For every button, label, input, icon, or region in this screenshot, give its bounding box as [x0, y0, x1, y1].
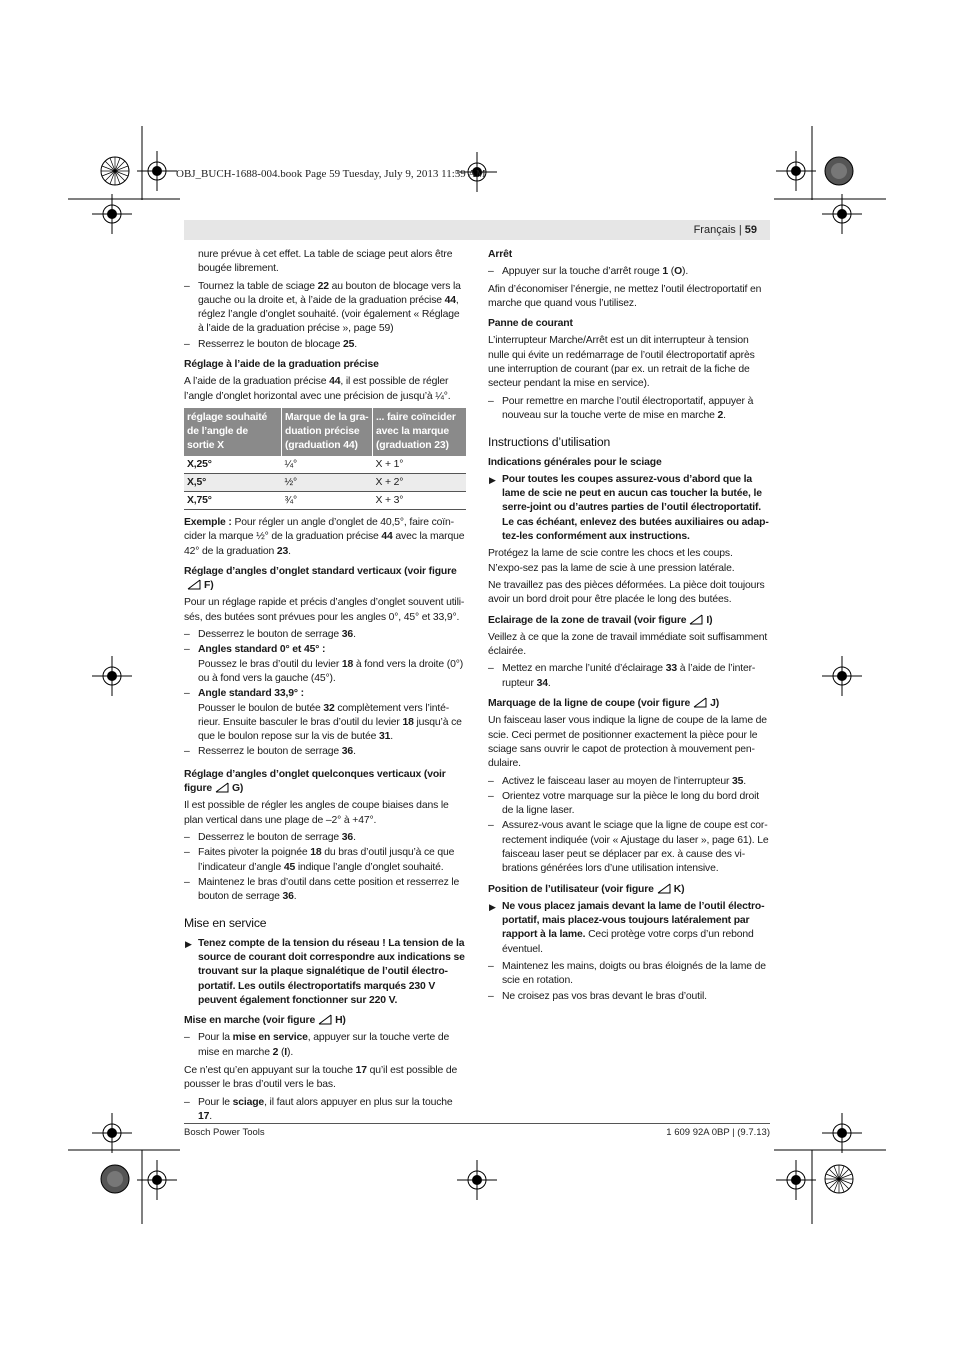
list-item: – Tournez la table de sciage 22 au bouton de blocage vers la gauche ou la droite et, à l’aide de la graduation précise 44, réglez l’angle d’onglet souhaité. (voir également « Réglage à l’aide de la graduation précise », page 59) [184, 280, 461, 335]
subheading: Arrêt [488, 249, 513, 260]
paragraph: L’interrupteur Marche/Arrêt est un dit interrupteur à tension nulle qui évite un redémarrage de l’outil électroportatif après une interruption de courant (par ex. un retrait de la fiche de secteur pendant la mise en service). [488, 335, 755, 390]
paragraph: Afin d’économiser l’énergie, ne mettez l’outil électroportatif en marche que quand vous l’utilisez. [488, 283, 762, 309]
paragraph: nure prévue à cet effet. La table de sciage peut alors être bougée librement. [198, 249, 453, 275]
list-item: – Pour remettre en marche l’outil électroportatif, appuyer à nouveau sur la touche verte de mise en marche 2. [488, 395, 754, 421]
subheading: Position de l’utilisateur (voir figure K) [488, 883, 685, 895]
subheading: Panne de courant [488, 318, 573, 330]
paragraph: Ne travaillez pas des pièces déformées. La pièce doit toujours avoir un bord droit pour être placée le long des butées. [488, 579, 765, 606]
subheading: Indications générales pour le sciage [488, 456, 662, 468]
list-item: – Desserrez le bouton de serrage 36. [184, 831, 356, 843]
subheading: Réglage d’angles d’onglet standard verticaux (voir figureF) [184, 565, 457, 592]
list-item: – Angles standard 0° et 45° : Poussez le bras d’outil du levier 18 à fond vers la droite (0°) ou à fond vers la gauche (45°). [184, 644, 464, 684]
print-slug: OBJ_BUCH-1688-004.book Page 59 Tuesday, July 9, 2013 11:59 AM [176, 168, 486, 180]
footer-brand: Bosch Power Tools [184, 1127, 265, 1138]
grey-target-icon [825, 157, 853, 185]
list-item: – Mettez en marche l’unité d’éclairage 33 à l’aide de l’inter-rupteur 34. [488, 663, 756, 689]
table-header: ... faire coïncider avec la marque (graduation 23) [373, 408, 467, 456]
warning-item: ▶ Pour toutes les coupes assurez-vous d’abord que la lame de scie ne peut en aucun cas toucher la butée, le serre-joint ou d’autres parties de l’outil électroportatif. Le cas échéant, enlevez des butées auxiliaires ou adap-tez-les conformément aux instructions. [489, 473, 769, 543]
color-wheel-icon [101, 157, 129, 185]
paragraph: Ce n’est qu’en appuyant sur la touche 17 qu’il est possible de pousser le bras d’outil vers le bas. [184, 1065, 458, 1091]
right-column [488, 248, 770, 1005]
warning-item: ▶ Ne vous placez jamais devant la lame de l’outil électro-portatif, mais placez-vous toujours latéralement par rapport à la lame. Ceci protège votre corps d’un rebond éventuel. [489, 900, 765, 955]
page-number: 59 [744, 224, 757, 236]
subheading: Eclairage de la zone de travail (voir figure I) [488, 614, 713, 626]
paragraph: Pour un réglage rapide et précis d’angles d’onglet souvent utili-sés, des butées sont prévues pour les angles 0°, 45° et 33,9°. [184, 597, 465, 623]
header-separator: | [738, 224, 742, 236]
grey-target-icon [101, 1165, 129, 1193]
list-item: – Resserrez le bouton de blocage 25. [184, 338, 357, 350]
list-item: – Appuyer sur la touche d’arrêt rouge 1 (O). [488, 266, 689, 278]
figure-reference-icon [187, 579, 201, 590]
list-item: – Assurez-vous avant le sciage que la ligne de coupe est cor-rectement indiquée (voir « Ajustage du laser », page 61). Le faisceau laser peut se déplacer par ex. à cause des vi-brations générées lors d’une utilisation intensive. [488, 820, 769, 875]
list-item: – Maintenez le bras d’outil dans cette position et resserrez le bouton de serrage 36. [184, 876, 460, 903]
footer-rule [184, 1123, 770, 1124]
paragraph: Il est possible de régler les angles de coupe biaises dans le plan vertical dans une plage de –2° à +47°. [184, 800, 449, 826]
graduation-table [184, 408, 466, 510]
list-item: – Resserrez le bouton de serrage 36. [184, 746, 356, 758]
list-item: – Ne croisez pas vos bras devant le bras d’outil. [488, 990, 707, 1002]
table-row: X,5° ½° X + 2° [184, 473, 466, 491]
subheading: Marquage de la ligne de coupe (voir figure J) [488, 698, 720, 710]
paragraph: A l’aide de la graduation précise 44, il est possible de régler l’angle d’onglet horizontal avec une précision de jusqu’à ¼°. [184, 376, 451, 402]
warning-item: ▶ Tenez compte de la tension du réseau ! La tension de la source de courant doit correspondre aux indications se trouvant sur la plaque signalétique de l’outil électro-portatif. Les outils électroportatifs marqués 230 V peuvent également fonctionner sur 220 V. [185, 937, 465, 1006]
list-item: – Pour le sciage, il faut alors appuyer en plus sur la touche 17. [184, 1096, 453, 1122]
list-item: – Angle standard 33,9° : Pousser le boulon de butée 32 complètement vers l’inté-rieur. Ensuite basculer le bras d’outil du levier 18 jusqu’à ce que le boulon repose sur la vis de butée 31. [184, 688, 462, 743]
paragraph: Veillez à ce que la zone de travail immédiate soit suffisamment éclairée. [488, 631, 768, 658]
subheading: Réglage d’angles d’onglet quelconques verticaux (voir figure G) [184, 768, 446, 795]
table-header: réglage souhaité de l’angle de sortie X [184, 408, 282, 456]
list-item: – Maintenez les mains, doigts ou bras éloignés de la lame de scie en rotation. [488, 961, 766, 987]
figure-reference-icon [689, 614, 703, 625]
paragraph: Un faisceau laser vous indique la ligne de coupe de la lame de scie. Ceci permet de positionner exactement la pièce pour le sciage sans ouvrir le capot de protection à mouvement pen-dulaire. [488, 715, 767, 770]
figure-reference-icon [693, 697, 707, 708]
footer-doc-number: 1 609 92A 0BP | (9.7.13) [666, 1127, 770, 1138]
header-bar [184, 220, 770, 240]
list-item: – Orientez votre marquage sur la pièce le long du bord droit de la ligne laser. [488, 790, 759, 817]
subheading: Réglage à l’aide de la graduation précise [184, 359, 379, 371]
paragraph: Protégez la lame de scie contre les chocs et les coups. N’expo-sez pas la lame de scie à une pression latérale. [488, 548, 735, 574]
header-language: Français [693, 224, 736, 236]
section-heading: Mise en service [184, 916, 267, 931]
list-item: – Pour la mise en service, appuyer sur la touche verte de mise en marche 2 (I). [184, 1032, 450, 1058]
paragraph: Exemple : Pour régler un angle d’onglet de 40,5°, faire coïn-cider la marque ½° de la graduation précise 44 avec la marque 42° de la graduation 23. [184, 516, 465, 557]
page-header [694, 224, 757, 236]
list-item: – Activez le faisceau laser au moyen de l’interrupteur 35. [488, 775, 747, 787]
left-column [184, 248, 466, 1125]
figure-reference-icon [215, 782, 229, 793]
list-item: – Desserrez le bouton de serrage 36. [184, 629, 356, 641]
table-row: X,75° ¾° X + 3° [184, 491, 466, 509]
table-header: Marque de la gra-duation précise (graduation 44) [282, 408, 373, 456]
figure-reference-icon [318, 1014, 332, 1025]
list-item: – Faites pivoter la poignée 18 du bras d’outil jusqu’à ce que l’indicateur d’angle 45 indique l’angle d’onglet souhaité. [184, 847, 455, 873]
table-row: X,25° ¼° X + 1° [184, 456, 466, 474]
color-wheel-icon [825, 1165, 853, 1193]
section-heading: Instructions d’utilisation [488, 435, 611, 450]
subheading: Mise en marche (voir figure H) [184, 1015, 346, 1027]
figure-reference-icon [657, 883, 671, 894]
